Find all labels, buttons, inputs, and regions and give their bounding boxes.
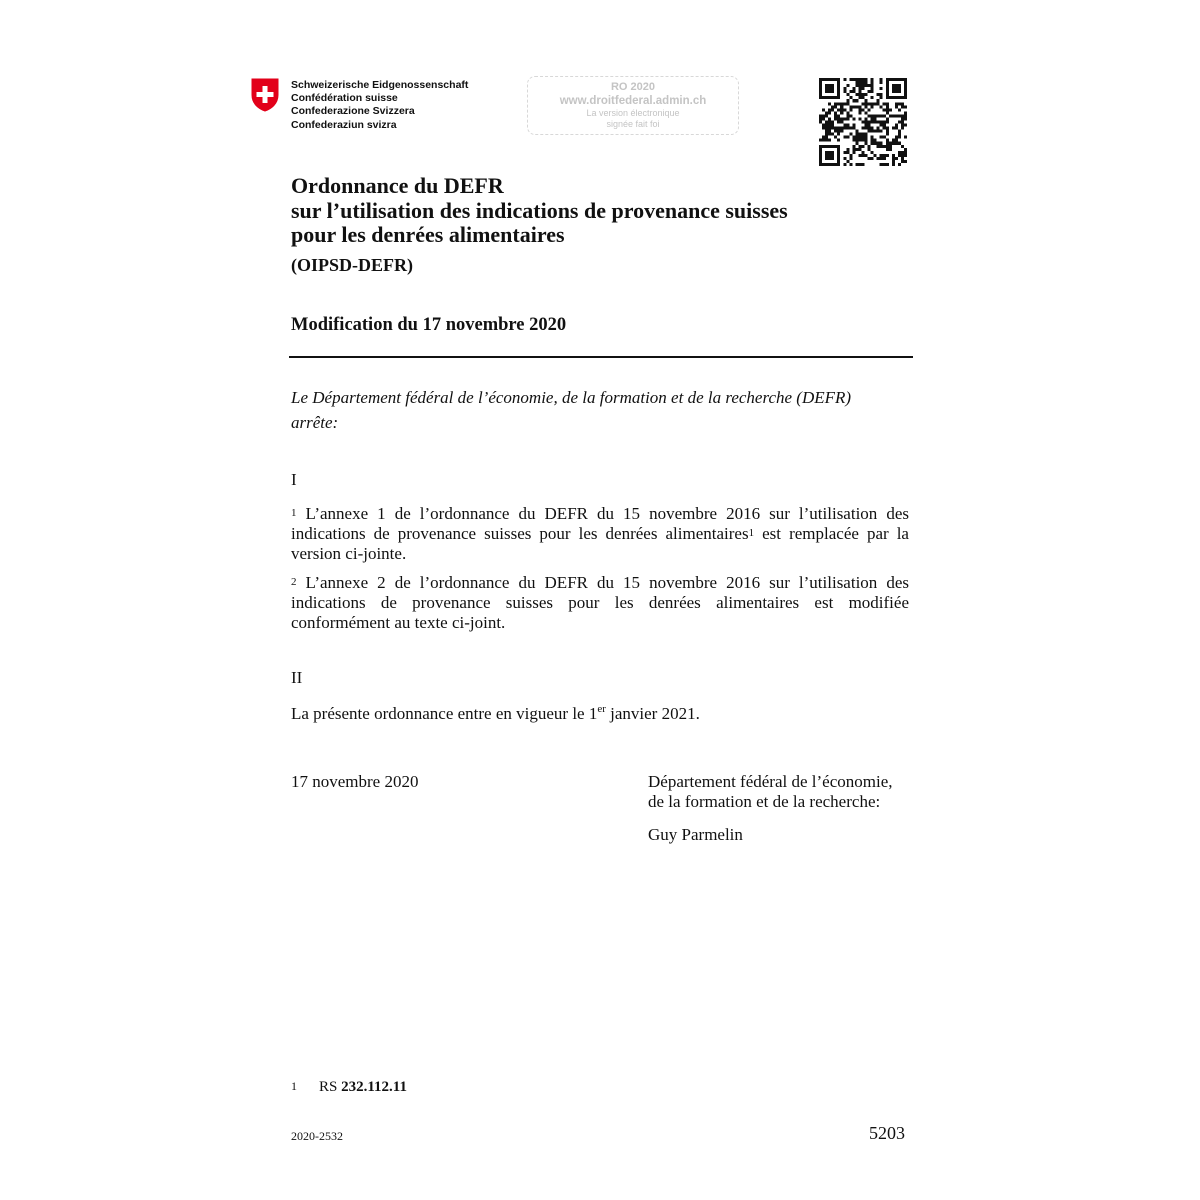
confed-name-it: Confederazione Svizzera: [291, 105, 415, 118]
stamp-line-3: La version électronique: [586, 108, 680, 118]
section-2-label: II: [291, 668, 303, 687]
title-line-1: Ordonnance du DEFR: [291, 173, 504, 198]
effect-text-cont: janvier 2021.: [605, 704, 700, 723]
title-divider: [289, 356, 913, 358]
paragraph-number: 1: [291, 507, 297, 519]
footnote-prefix: RS: [319, 1079, 342, 1095]
signature-department: [648, 772, 892, 812]
footnote-ref: 1: [748, 527, 755, 539]
ro-stamp: [527, 76, 739, 135]
dept-line-2: de la formation et de la recherche:: [648, 792, 881, 811]
preamble-line-2: arrête:: [291, 413, 339, 432]
confed-name-de: Schweizerische Eidgenossenschaft: [291, 79, 469, 91]
entry-into-force: [291, 704, 700, 724]
qr-code-icon: [819, 78, 907, 166]
title-line-2: sur l’utilisation des indications de provenance suisses: [291, 197, 788, 223]
confed-name-rm: Confederaziun svizra: [291, 118, 397, 131]
footnote: [291, 1079, 407, 1096]
footnote-ref-number: 232.112.11: [341, 1079, 407, 1095]
swiss-coat-of-arms-icon: [251, 78, 279, 112]
footnote-number: 1: [291, 1079, 297, 1093]
section-1-label: I: [291, 470, 297, 489]
paragraph-text: L’annexe 2 de l’ordonnance du DEFR du 15 novembre 2016 sur l’utilisation des indications de provenance suisses pour les denrées alimentaires est modifiée conformément au texte ci-joint.: [291, 573, 909, 632]
stamp-line-1: RO 2020: [610, 81, 656, 93]
section-1-paragraph-2: [291, 573, 909, 633]
page-number: 5203: [869, 1123, 905, 1143]
section-1-paragraph-1: [291, 504, 909, 564]
preamble: [291, 385, 911, 435]
preamble-line-1: Le Département fédéral de l’économie, de la formation et de la recherche (DEFR): [291, 388, 852, 407]
dept-line-1: Département fédéral de l’économie,: [648, 772, 893, 791]
confed-name-fr: Confédération suisse: [291, 92, 398, 105]
effect-sup: er: [597, 703, 606, 715]
signature-date: 17 novembre 2020: [291, 772, 419, 791]
confederation-names: [291, 79, 468, 132]
title-abbreviation: (OIPSD-DEFR): [291, 255, 413, 275]
paragraph-text-cont: est remplacée par la version ci-jointe.: [291, 524, 909, 563]
paragraph-text: L’annexe 1 de l’ordonnance du DEFR du 15 novembre 2016 sur l’utilisation des indications de provenance suisses pour les denrées alimentaires: [291, 504, 909, 543]
paragraph-number: 2: [291, 576, 297, 588]
title-line-3: pour les denrées alimentaires: [291, 222, 565, 247]
document-number: 2020-2532: [291, 1129, 343, 1143]
stamp-line-2: www.droitfederal.admin.ch: [559, 95, 707, 107]
document-title: [291, 174, 788, 248]
signer-name: Guy Parmelin: [648, 825, 743, 844]
stamp-line-4: signée fait foi: [606, 119, 660, 129]
effect-text: La présente ordonnance entre en vigueur le 1: [291, 704, 598, 723]
modification-heading: Modification du 17 novembre 2020: [291, 315, 567, 335]
